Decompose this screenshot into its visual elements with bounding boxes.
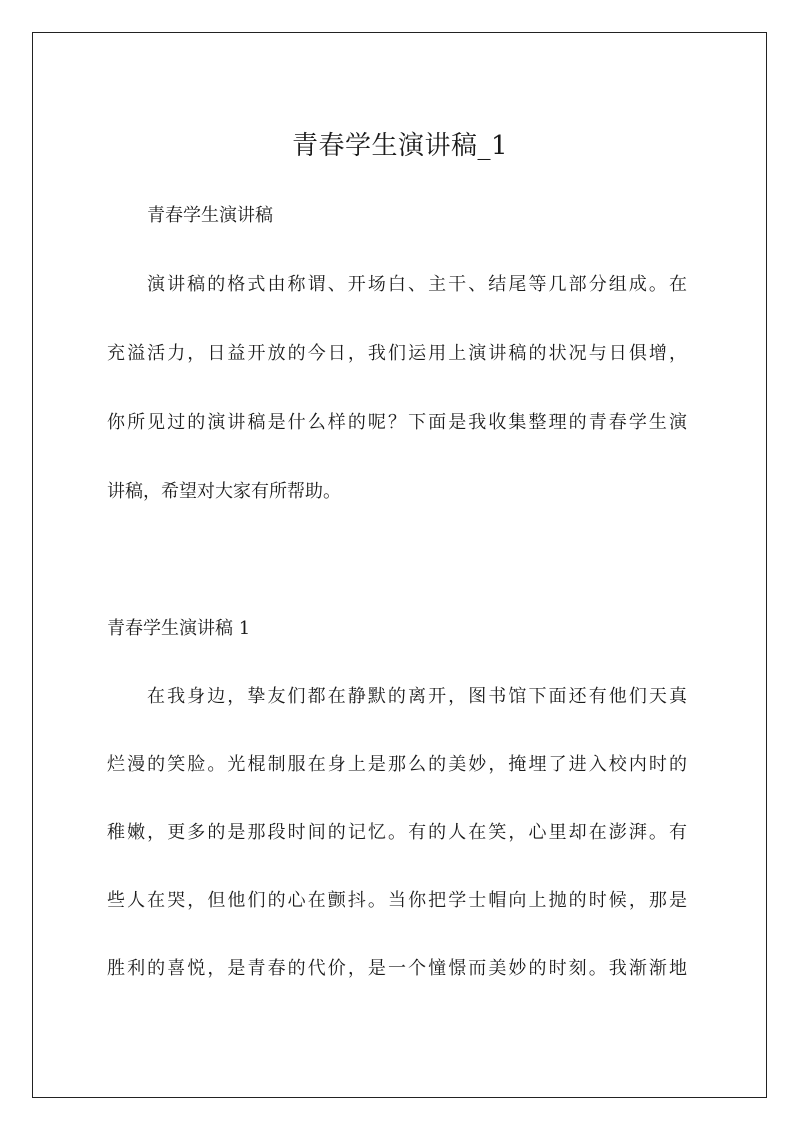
paragraph-line: 在我身边，挚友们都在静默的离开，图书馆下面还有他们天真 (147, 686, 687, 707)
paragraph-line: 稚嫩，更多的是那段时间的记忆。有的人在笑，心里却在澎湃。有 (107, 822, 687, 843)
section-heading: 青春学生演讲稿 1 (107, 618, 251, 639)
page-border (32, 32, 767, 1098)
paragraph-line: 你所见过的演讲稿是什么样的呢？下面是我收集整理的青春学生演 (107, 412, 687, 433)
paragraph-line: 讲稿，希望对大家有所帮助。 (107, 481, 341, 502)
paragraph-line: 烂漫的笑脸。光棍制服在身上是那么的美妙，掩埋了进入校内时的 (107, 754, 687, 775)
document-subtitle: 青春学生演讲稿 (147, 205, 273, 226)
paragraph-line: 胜利的喜悦，是青春的代价，是一个憧憬而美妙的时刻。我渐渐地 (107, 958, 687, 979)
paragraph-line: 充溢活力，日益开放的今日，我们运用上演讲稿的状况与日俱增， (107, 343, 687, 364)
paragraph-line: 演讲稿的格式由称谓、开场白、主干、结尾等几部分组成。在 (147, 274, 687, 295)
document-title: 青春学生演讲稿_1 (291, 131, 509, 161)
paragraph-line: 些人在哭，但他们的心在颤抖。当你把学士帽向上抛的时候，那是 (107, 890, 687, 911)
